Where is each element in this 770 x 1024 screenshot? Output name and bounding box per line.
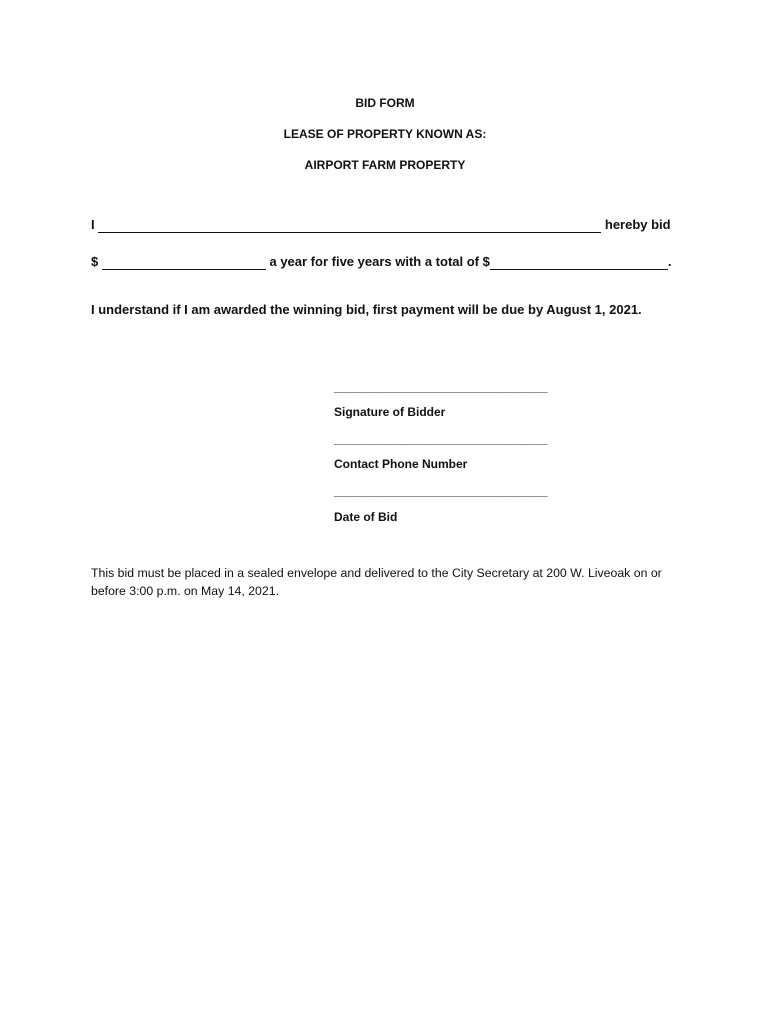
annual-bid-amount-field[interactable] [102, 256, 266, 270]
signature-line: ________________________________ [334, 380, 548, 394]
form-title: BID FORM [355, 96, 415, 110]
form-subtitle: LEASE OF PROPERTY KNOWN AS: [283, 127, 487, 141]
delivery-instructions: This bid must be placed in a sealed envelope and delivered to the City Secretary at 200 W. Liveoak on or before 3:00 p.m. on May 14, 2021. [91, 566, 662, 598]
amount-line [91, 254, 681, 270]
total-bid-amount-field[interactable] [490, 256, 668, 270]
amount-middle-text: a year for five years with a total of $ [269, 254, 490, 269]
bidder-prefix: I [91, 217, 95, 232]
bidder-name-field[interactable] [98, 219, 601, 233]
phone-label: Contact Phone Number [334, 457, 468, 471]
phone-line: ________________________________ [334, 432, 548, 446]
dollar-sign: $ [91, 254, 99, 269]
payment-statement: I understand if I am awarded the winning bid, first payment will be due by August 1, 2021. [91, 302, 642, 317]
date-line: ________________________________ [334, 484, 548, 498]
date-label: Date of Bid [334, 510, 398, 524]
bidder-line [91, 217, 681, 233]
amount-line-end: . [667, 254, 672, 269]
property-name: AIRPORT FARM PROPERTY [304, 158, 466, 172]
signature-label: Signature of Bidder [334, 405, 446, 419]
bidder-suffix: hereby bid [604, 217, 671, 232]
